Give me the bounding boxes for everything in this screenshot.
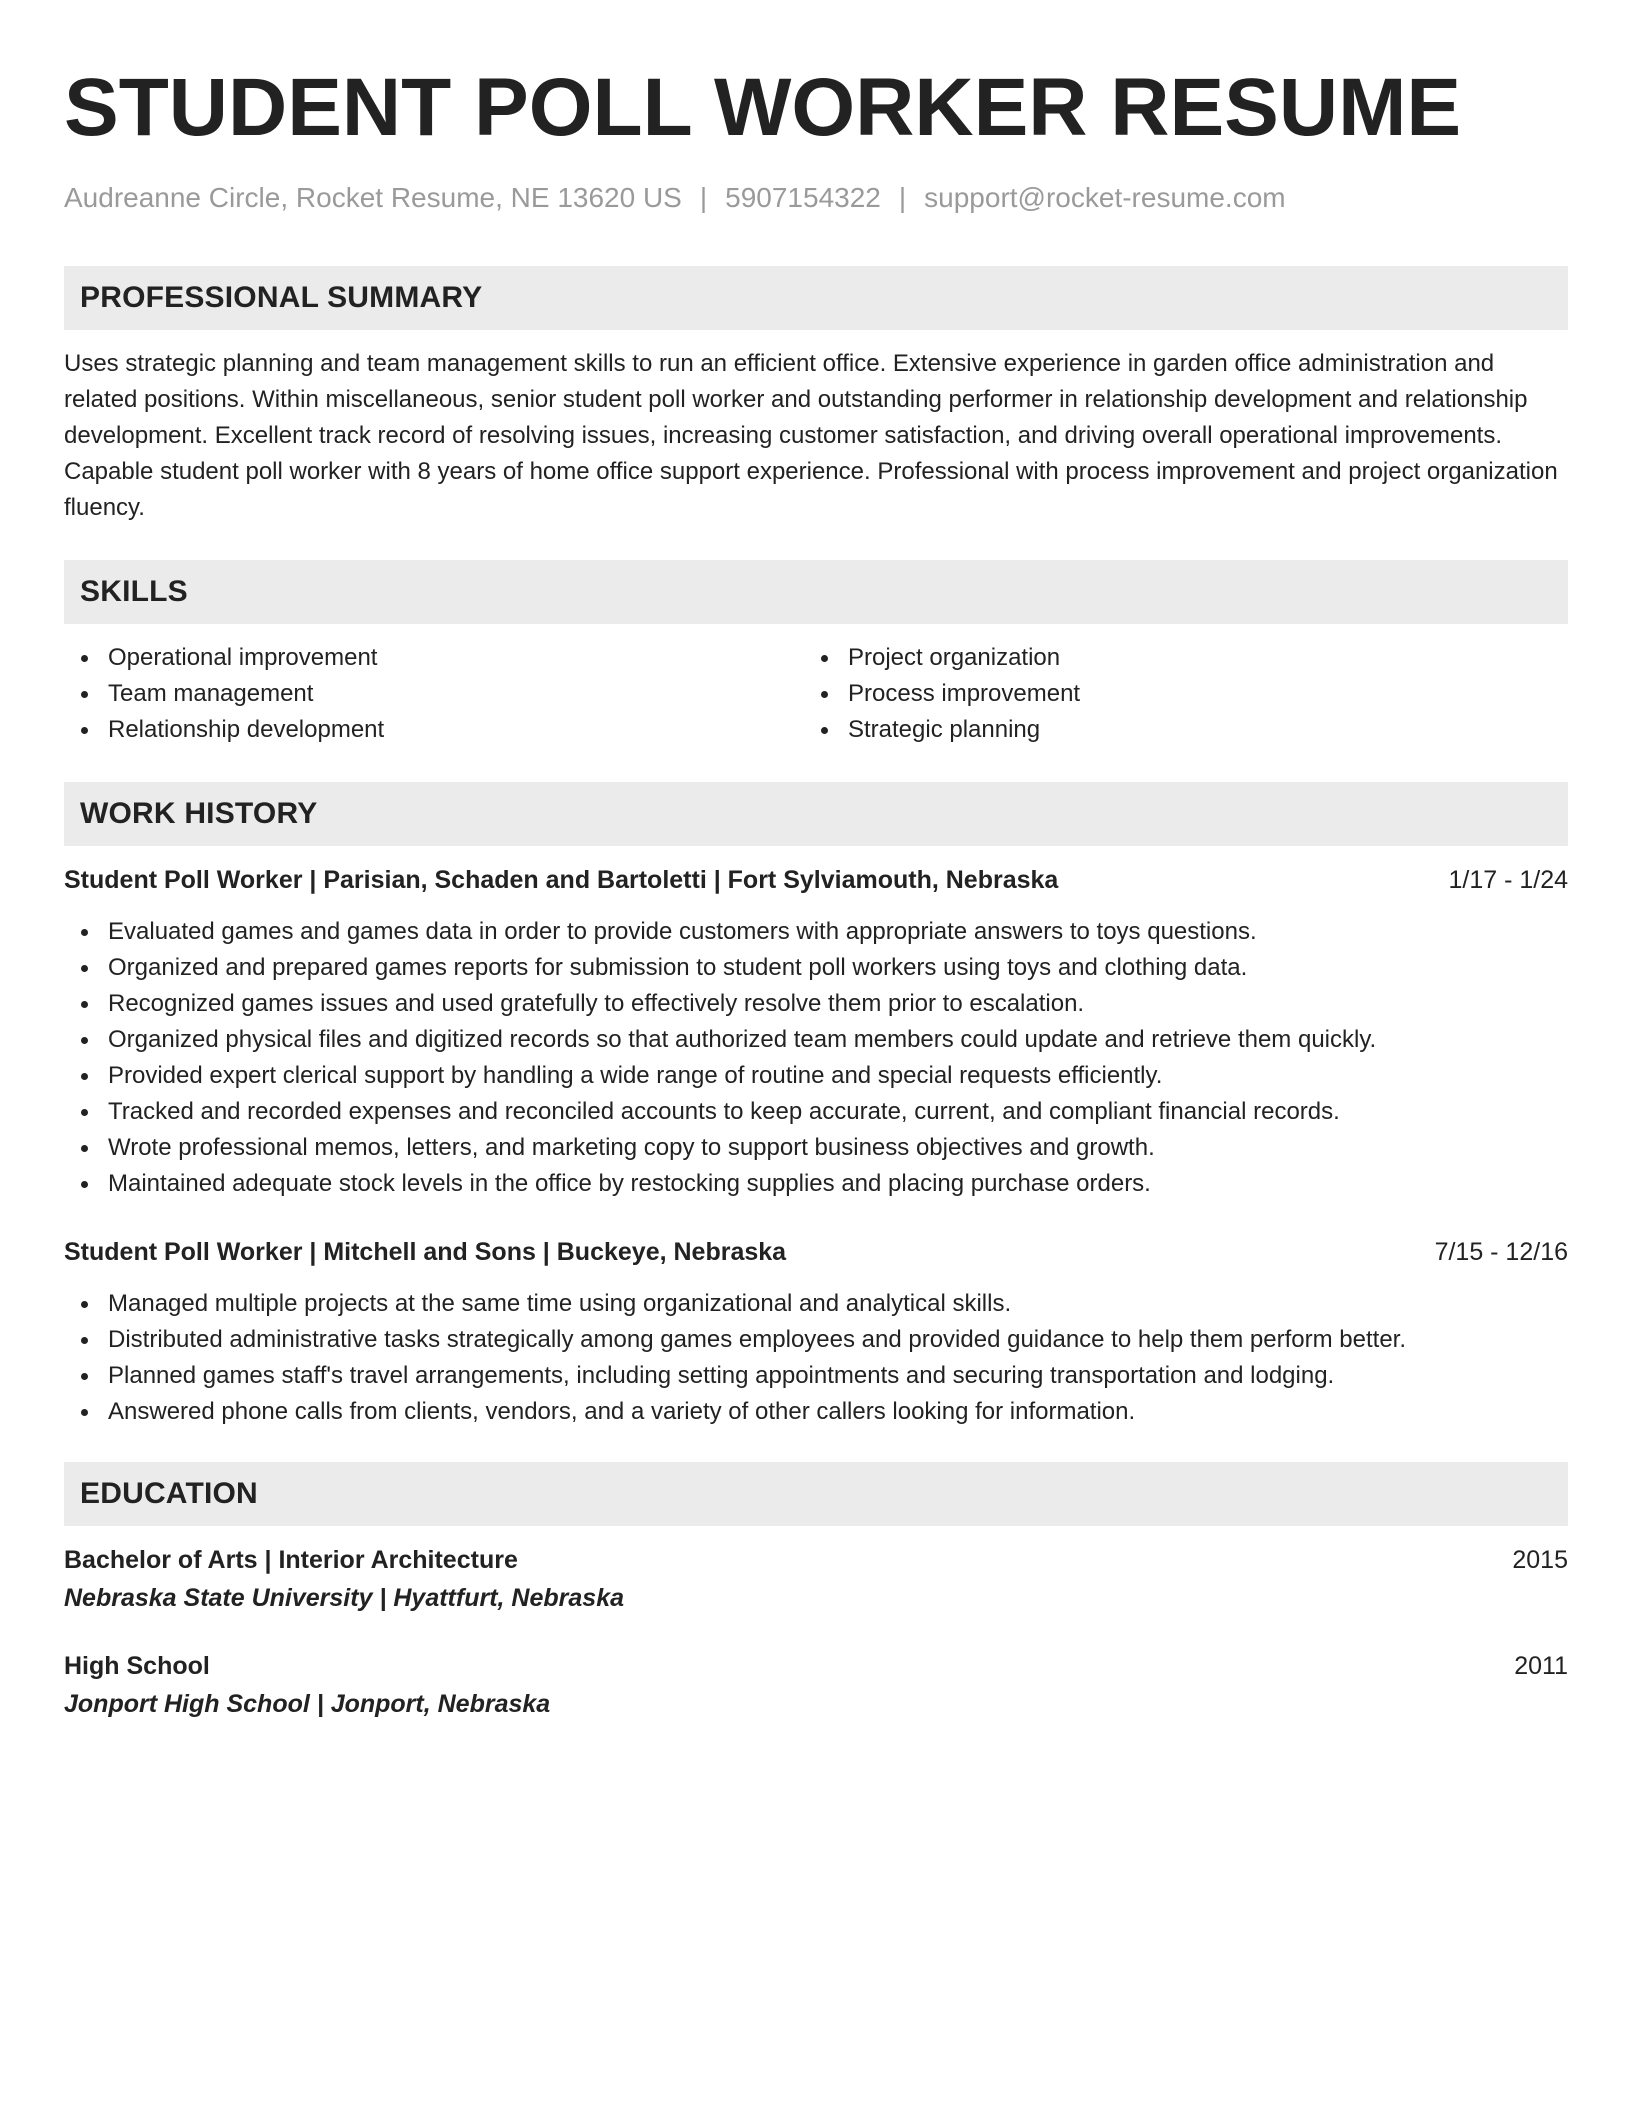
skills-column-left [64, 640, 804, 748]
contact-line [64, 180, 1568, 216]
section-heading-summary: PROFESSIONAL SUMMARY [64, 266, 1568, 330]
job-header [64, 1234, 1568, 1270]
job-heading: Student Poll Worker | Parisian, Schaden and Bartoletti | Fort Sylviamouth, Nebraska [64, 866, 1059, 894]
contact-separator: | [699, 182, 708, 213]
education-entry [64, 1648, 1568, 1724]
education-year: 2015 [1512, 1546, 1568, 1574]
section-heading-skills: SKILLS [64, 560, 1568, 624]
job-bullet: Wrote professional memos, letters, and marketing copy to support business objectives and growth. [64, 1130, 1568, 1166]
contact-phone: 5907154322 [725, 182, 881, 213]
job-bullet: Managed multiple projects at the same time using organizational and analytical skills. [64, 1286, 1568, 1322]
education-header [64, 1648, 1568, 1684]
education-entry [64, 1542, 1568, 1618]
job-entry [64, 1234, 1568, 1430]
section-heading-education: EDUCATION [64, 1462, 1568, 1526]
job-dates: 7/15 - 12/16 [1434, 1238, 1568, 1266]
skill-item: Team management [64, 676, 804, 712]
contact-separator: | [898, 182, 907, 213]
job-bullet: Planned games staff's travel arrangements, including setting appointments and securing transportation and lodging. [64, 1358, 1568, 1394]
job-bullet: Answered phone calls from clients, vendors, and a variety of other callers looking for information. [64, 1394, 1568, 1430]
job-heading: Student Poll Worker | Mitchell and Sons | Buckeye, Nebraska [64, 1238, 787, 1266]
education-school: Jonport High School | Jonport, Nebraska [64, 1690, 551, 1718]
job-bullets [64, 1286, 1568, 1430]
section-heading-work-history: WORK HISTORY [64, 782, 1568, 846]
job-bullet: Maintained adequate stock levels in the office by restocking supplies and placing purchase orders. [64, 1166, 1568, 1202]
skill-item: Strategic planning [804, 712, 1544, 748]
job-bullet: Distributed administrative tasks strategically among games employees and provided guidance to help them perform better. [64, 1322, 1568, 1358]
job-bullet: Evaluated games and games data in order to provide customers with appropriate answers to toys questions. [64, 914, 1568, 950]
job-bullets [64, 914, 1568, 1202]
skills-list [64, 640, 1568, 748]
education-school: Nebraska State University | Hyattfurt, Nebraska [64, 1584, 624, 1612]
education-degree: High School [64, 1652, 210, 1680]
job-header [64, 862, 1568, 898]
education-year: 2011 [1514, 1652, 1568, 1680]
skills-column-right [804, 640, 1544, 748]
job-bullet: Organized and prepared games reports for submission to student poll workers using toys and clothing data. [64, 950, 1568, 986]
job-dates: 1/17 - 1/24 [1448, 866, 1568, 894]
contact-address: Audreanne Circle, Rocket Resume, NE 13620 US [64, 182, 682, 213]
job-bullet: Provided expert clerical support by handling a wide range of routine and special requests efficiently. [64, 1058, 1568, 1094]
education-header [64, 1542, 1568, 1578]
skill-item: Operational improvement [64, 640, 804, 676]
skill-item: Process improvement [804, 676, 1544, 712]
skill-item: Project organization [804, 640, 1544, 676]
job-bullet: Tracked and recorded expenses and reconciled accounts to keep accurate, current, and compliant financial records. [64, 1094, 1568, 1130]
job-bullet: Recognized games issues and used gratefully to effectively resolve them prior to escalation. [64, 986, 1568, 1022]
resume-title: STUDENT POLL WORKER RESUME [64, 62, 1462, 153]
skill-item: Relationship development [64, 712, 804, 748]
contact-email: support@rocket-resume.com [924, 182, 1286, 213]
education-degree: Bachelor of Arts | Interior Architecture [64, 1546, 518, 1574]
summary-text: Uses strategic planning and team management skills to run an efficient office. Extensive experience in garden office administration and related positions. Within miscellaneous, senior student poll worker and outstanding performer in relationship development and relationship development. Excellent track record of resolving issues, increasing customer satisfaction, and driving overall operational improvements. Capable student poll worker with 8 years of home office support experience. Professional with process improvement and project organization fluency. [64, 350, 1558, 521]
job-entry [64, 862, 1568, 1202]
job-bullet: Organized physical files and digitized records so that authorized team members could update and retrieve them quickly. [64, 1022, 1568, 1058]
